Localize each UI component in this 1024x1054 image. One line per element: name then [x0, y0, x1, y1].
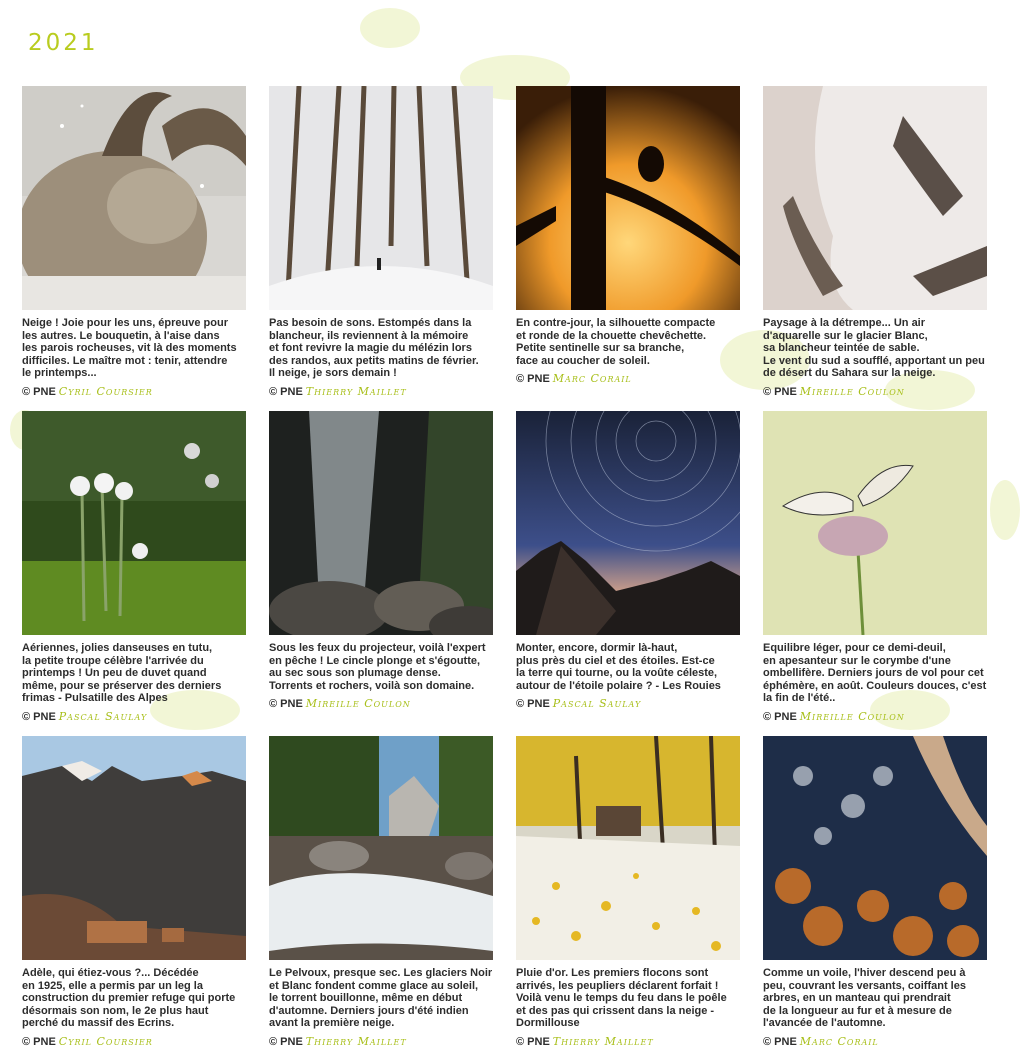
splash	[990, 480, 1020, 540]
photographer-name: Thierry Maillet	[305, 1034, 407, 1048]
photographer-name: Thierry Maillet	[552, 1034, 654, 1048]
photo-credit	[269, 385, 495, 398]
photo-credit	[22, 385, 248, 398]
photo-credit	[763, 710, 989, 723]
caption: Adèle, qui étiez-vous ?... Décédée en 1925, elle a permis par un leg la construction du premier refuge qui porte désormais son nom, le 2e plus haut perché du massif des Ecrins.	[22, 967, 236, 1030]
photographer-name: Mireille Coulon	[799, 709, 905, 723]
photo-credit	[516, 697, 742, 710]
copyright-label: © PNE	[763, 1035, 797, 1048]
copyright-label: © PNE	[763, 385, 797, 398]
caption: En contre-jour, la silhouette compacte et ronde de la chouette chevêchette. Petite sentinelle sur sa branche, face au coucher de soleil.	[516, 317, 716, 367]
copyright-label: © PNE	[22, 1035, 56, 1048]
copyright-label: © PNE	[269, 1035, 303, 1048]
photo-golden-leaves	[516, 736, 740, 960]
photo-credit	[763, 385, 989, 398]
photographer-name: Cyril Coursier	[58, 1034, 153, 1048]
photo-card-pulsatilla	[22, 411, 248, 723]
photo-credit	[22, 710, 248, 723]
photo-butterfly	[763, 411, 987, 635]
caption: Neige ! Joie pour les uns, épreuve pour les autres. Le bouquetin, à l'aise dans les parois rocheuses, vit là des moments difficiles. Le maître mot : tenir, attendre le printemps...	[22, 317, 237, 380]
photographer-name: Mireille Coulon	[305, 697, 411, 711]
photo-pulsatilla	[22, 411, 246, 635]
photo-credit	[516, 372, 742, 385]
photo-card-torrent	[269, 736, 495, 1048]
caption: Monter, encore, dormir là-haut, plus près du ciel et des étoiles. Est-ce la terre qui tourne, ou la voûte céleste, autour de l'étoile polaire ? - Les Rouies	[516, 642, 721, 692]
photo-autumn-forest	[763, 736, 987, 960]
photo-credit	[269, 1035, 495, 1048]
caption: Le Pelvoux, presque sec. Les glaciers Noir et Blanc fondent comme glace au soleil, le torrent bouillonne, même en début d'automne. Derniers jours d'été indien avant la première neige.	[269, 967, 493, 1030]
photo-card-refuge	[22, 736, 248, 1048]
caption: Equilibre léger, pour ce demi-deuil, en apesanteur sur le corymbe d'une ombellifère. Derniers jours de vol pour cet éphémère, en août. Couleurs douces, c'est la fin de l'été..	[763, 642, 987, 705]
copyright-label: © PNE	[516, 698, 550, 711]
photographer-name: Mireille Coulon	[799, 384, 905, 398]
copyright-label: © PNE	[763, 710, 797, 723]
photo-card-star-trails	[516, 411, 742, 710]
photographer-name: Marc Corail	[799, 1034, 879, 1048]
photo-refuge	[22, 736, 246, 960]
photo-credit	[516, 1035, 742, 1048]
photographer-name: Pascal Saulay	[552, 697, 642, 711]
photo-larch-forest	[269, 86, 493, 310]
caption: Paysage à la détrempe... Un air d'aquarelle sur le glacier Blanc, sa blancheur teintée de sable. Le vent du sud a soufflé, apportant un peu de désert du Sahara sur la neige.	[763, 317, 985, 380]
copyright-label: © PNE	[269, 698, 303, 711]
photo-card-larch-forest	[269, 86, 495, 398]
photographer-name: Thierry Maillet	[305, 384, 407, 398]
photo-glacier	[763, 86, 987, 310]
photo-credit	[763, 1035, 989, 1048]
copyright-label: © PNE	[516, 1035, 550, 1048]
photo-owl-sunset	[516, 86, 740, 310]
photo-credit	[22, 1035, 248, 1048]
caption: Pas besoin de sons. Estompés dans la blancheur, ils reviennent à la mémoire et font revivre la magie du mélézin lors des randos, aux petits matins de février. Il neige, je sors demain !	[269, 317, 479, 380]
photo-ibex	[22, 86, 246, 310]
splash	[360, 8, 420, 48]
photo-card-glacier	[763, 86, 989, 398]
photographer-name: Pascal Saulay	[58, 709, 148, 723]
caption: Comme un voile, l'hiver descend peu à peu, couvrant les versants, coiffant les arbres, en un manteau qui prendrait de la longueur au fur et à mesure de l'avancée de l'automne.	[763, 967, 966, 1030]
photo-card-ibex	[22, 86, 248, 398]
copyright-label: © PNE	[269, 385, 303, 398]
photo-card-waterfall	[269, 411, 495, 710]
photographer-name: Marc Corail	[552, 372, 632, 386]
photo-card-owl-sunset	[516, 86, 742, 385]
copyright-label: © PNE	[22, 385, 56, 398]
caption: Pluie d'or. Les premiers flocons sont arrivés, les peupliers déclarent forfait ! Voilà venu le temps du feu dans le poêle et des pas qui crissent dans la neige - Dormillouse	[516, 967, 727, 1030]
photo-star-trails	[516, 411, 740, 635]
copyright-label: © PNE	[516, 373, 550, 386]
photo-torrent	[269, 736, 493, 960]
copyright-label: © PNE	[22, 710, 56, 723]
caption: Sous les feux du projecteur, voilà l'expert en pêche ! Le cincle plonge et s'égoutte, au sec sous son plumage dense. Torrents et rochers, voilà son domaine.	[269, 642, 486, 692]
photo-waterfall	[269, 411, 493, 635]
photo-card-autumn-forest	[763, 736, 989, 1048]
photographer-name: Cyril Coursier	[58, 384, 153, 398]
caption: Aériennes, jolies danseuses en tutu, la petite troupe célèbre l'arrivée du printemps ! Un peu de duvet quand même, pour se préserver des derniers frimas - Pulsatille des Alpes	[22, 642, 222, 705]
photo-credit	[269, 697, 495, 710]
photo-card-butterfly	[763, 411, 989, 723]
calendar-year: 2021	[28, 30, 99, 56]
photo-card-golden-leaves	[516, 736, 742, 1048]
